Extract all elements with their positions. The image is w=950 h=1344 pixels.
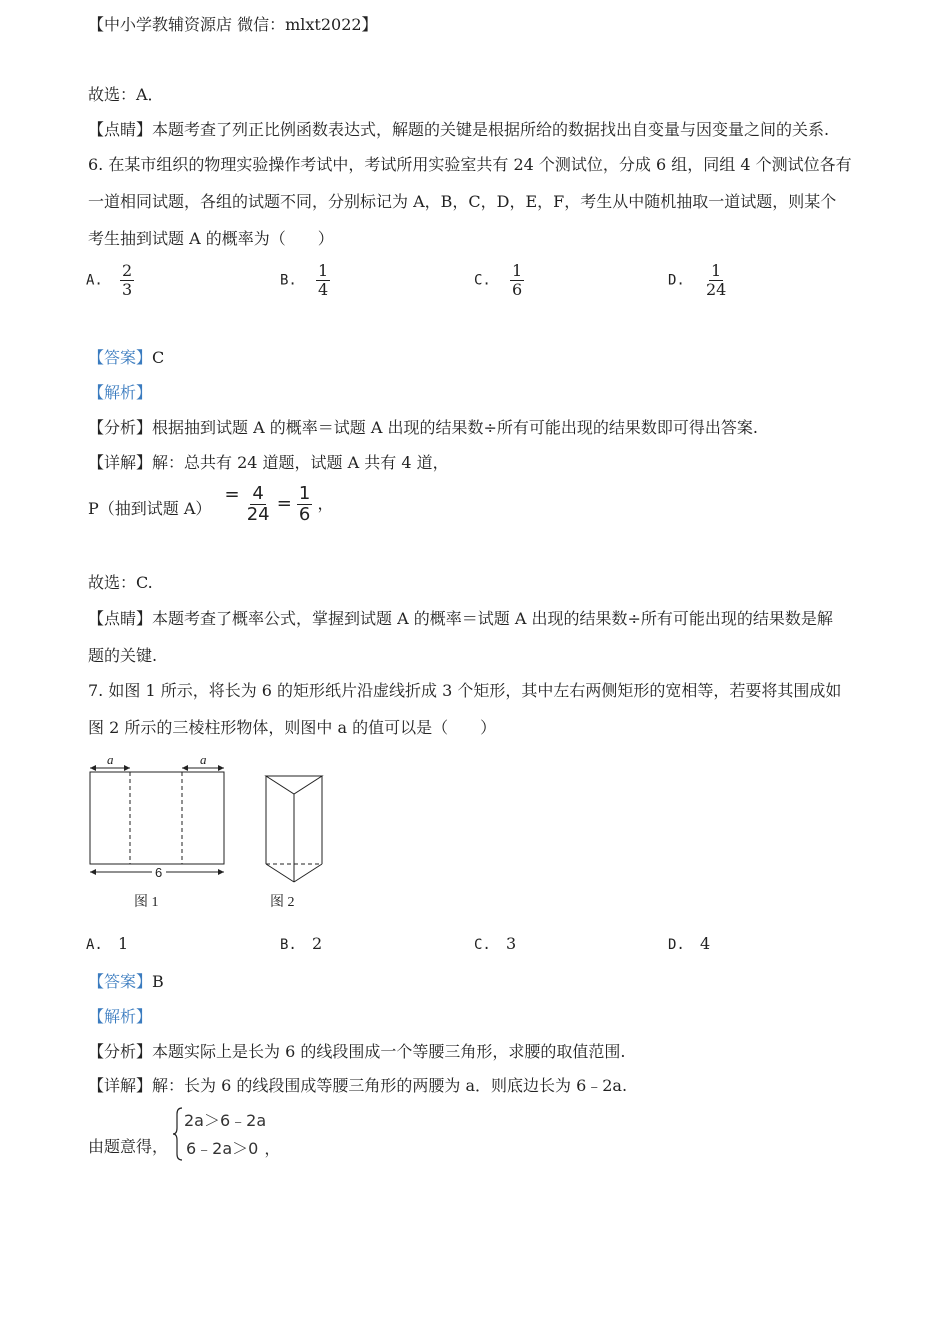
fraction-numerator: 1 bbox=[317, 261, 329, 280]
option-letter: A. bbox=[86, 937, 103, 953]
q6-line1: 6. 在某市组织的物理实验操作考试中，考试所用实验室共有 24 个测试位，分成 6 组，同组 4 个测试位各有 bbox=[88, 155, 852, 174]
q7-xiangjie: 【详解】解：长为 6 的线段围成等腰三角形的两腰为 a．则底边长为 6﹣2a. bbox=[88, 1076, 628, 1095]
formula-fraction-1 bbox=[245, 484, 272, 525]
option-fraction bbox=[704, 262, 728, 298]
answer-value: C bbox=[152, 348, 165, 367]
fraction-numerator: 1 bbox=[511, 261, 523, 280]
q7-line2: 图 2 所示的三棱柱形物体，则图中 a 的值可以是（ ） bbox=[88, 718, 497, 737]
option-letter: D. bbox=[668, 272, 685, 289]
q7-figures bbox=[84, 750, 334, 920]
q7-option-c bbox=[474, 934, 516, 953]
fraction-denominator: 4 bbox=[317, 279, 329, 299]
equation-2-text: 6﹣2a＞0 bbox=[186, 1139, 259, 1158]
option-letter: B. bbox=[280, 937, 297, 953]
fraction-denominator: 24 bbox=[705, 279, 727, 299]
figure-1 bbox=[90, 752, 224, 910]
fraction-numerator: 1 bbox=[298, 483, 311, 504]
equation-comma: ， bbox=[264, 1139, 281, 1158]
answer-value: B bbox=[152, 972, 164, 991]
answer-line-previous: 故选：A． bbox=[88, 85, 164, 104]
q7-option-d bbox=[668, 934, 710, 953]
equals-sign: = bbox=[276, 492, 292, 514]
q6-line2: 一道相同试题，各组的试题不同，分别标记为 A，B，C，D，E，F，考生从中随机抽取一道试题，则某个 bbox=[88, 192, 837, 211]
q6-fenxi: 【分析】根据抽到试题 A 的概率＝试题 A 出现的结果数÷所有可能出现的结果数即可得出答案. bbox=[88, 418, 758, 437]
option-fraction bbox=[510, 262, 524, 298]
figure-2 bbox=[266, 776, 322, 910]
q7-analysis-tag: 【解析】 bbox=[88, 1007, 153, 1026]
figure-1-label-6: 6 bbox=[155, 865, 163, 880]
header-banner: 【中小学教辅资源店 微信：mlxt2022】 bbox=[88, 15, 378, 34]
figure-1-rectangle bbox=[90, 772, 224, 864]
q7-option-a bbox=[86, 934, 128, 953]
option-letter: B. bbox=[280, 272, 297, 289]
option-value: 2 bbox=[311, 934, 323, 953]
answer-tag: 【答案】 bbox=[88, 972, 153, 991]
q7-answer bbox=[88, 969, 164, 992]
q6-line3: 考生抽到试题 A 的概率为（ ） bbox=[88, 229, 334, 248]
figure-1-caption: 图 1 bbox=[134, 895, 159, 910]
q7-option-b bbox=[280, 934, 322, 953]
option-fraction bbox=[120, 262, 134, 298]
q6-option-a bbox=[86, 262, 134, 298]
dianjing-previous: 【点睛】本题考查了列正比例函数表达式，解题的关键是根据所给的数据找出自变量与因变量之间的关系. bbox=[88, 120, 830, 139]
figure-2-caption: 图 2 bbox=[270, 895, 295, 910]
q7-line1: 7. 如图 1 所示，将长为 6 的矩形纸片沿虚线折成 3 个矩形，其中左右两侧矩形的宽相等，若要将其围成如 bbox=[88, 681, 842, 700]
option-value: 1 bbox=[117, 934, 129, 953]
fraction-numerator: 1 bbox=[711, 261, 722, 280]
q6-guxuan: 故选：C. bbox=[88, 573, 153, 592]
option-letter: C. bbox=[474, 937, 491, 953]
formula-fraction-2 bbox=[297, 484, 312, 525]
option-letter: C. bbox=[474, 272, 491, 289]
q6-analysis-tag: 【解析】 bbox=[88, 383, 153, 402]
equals-sign: = bbox=[224, 484, 240, 505]
q6-xiangjie: 【详解】解：总共有 24 道题，试题 A 共有 4 道， bbox=[88, 453, 449, 472]
figure-1-label-a-right: a bbox=[200, 752, 207, 767]
q7-fenxi: 【分析】本题实际上是长为 6 的线段围成一个等腰三角形，求腰的取值范围. bbox=[88, 1042, 626, 1061]
fraction-numerator: 4 bbox=[252, 483, 264, 504]
q6-option-b bbox=[280, 262, 330, 298]
fraction-denominator: 24 bbox=[246, 503, 270, 525]
q7-system-label: 由题意得， bbox=[88, 1137, 169, 1156]
fraction-denominator: 6 bbox=[511, 279, 523, 299]
answer-tag: 【答案】 bbox=[88, 348, 153, 367]
q6-option-c bbox=[474, 262, 524, 298]
q6-formula bbox=[88, 484, 333, 525]
system-equation-1: 2a＞6﹣2a bbox=[184, 1111, 267, 1130]
q6-dianjing-line2: 题的关键. bbox=[88, 646, 158, 665]
prism-top-face bbox=[266, 776, 322, 794]
option-letter: D. bbox=[668, 937, 685, 953]
q6-option-d bbox=[668, 262, 728, 298]
fraction-numerator: 2 bbox=[121, 261, 133, 280]
figure-1-label-a-left: a bbox=[107, 752, 114, 767]
formula-label: P（抽到试题 A） bbox=[88, 498, 212, 518]
q6-dianjing-line1: 【点睛】本题考查了概率公式，掌握到试题 A 的概率＝试题 A 出现的结果数÷所有可能出现的结果数是解 bbox=[88, 609, 833, 628]
fraction-denominator: 3 bbox=[121, 279, 133, 299]
option-value: 3 bbox=[505, 934, 517, 953]
formula-comma: ， bbox=[317, 493, 334, 513]
q6-answer bbox=[88, 345, 164, 368]
fraction-denominator: 6 bbox=[298, 503, 311, 525]
system-equation-2 bbox=[186, 1136, 280, 1159]
option-letter: A. bbox=[86, 272, 103, 289]
option-value: 4 bbox=[699, 934, 711, 953]
option-fraction bbox=[316, 262, 330, 298]
